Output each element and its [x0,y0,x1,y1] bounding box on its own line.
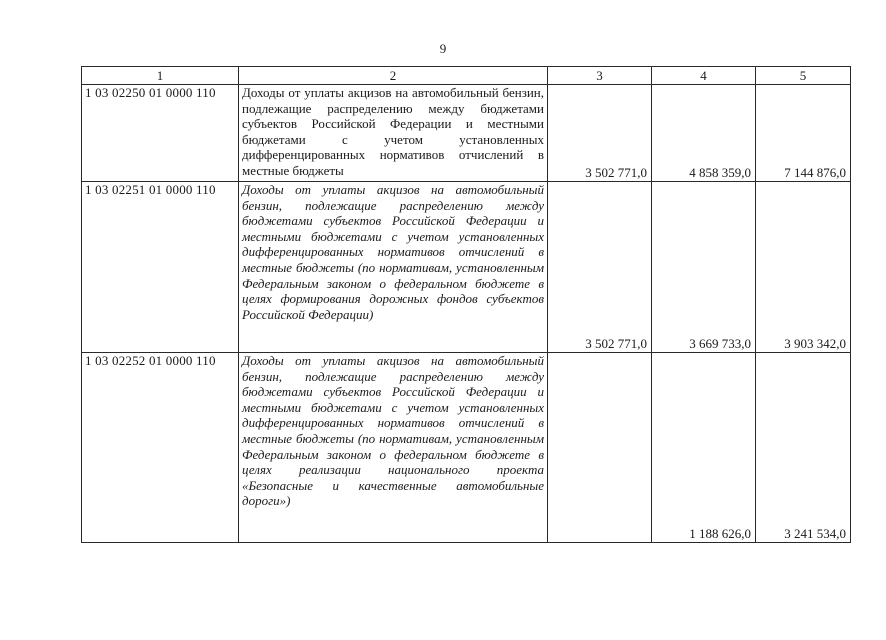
amount-col5: 7 144 876,0 [756,85,851,182]
revenue-name: Доходы от уплаты акцизов на автомобильный бензин, подлежащие распределению между бюджетами субъектов Российской Федерации и местными бюджетами с учетом установленных дифференцированных нормативов отчислений в местные бюджеты (по нормативам, установленным Федеральным законом о федеральном бюджете в целях реализации национального проекта «Безопасные и качественные автомобильные дороги») [239,353,548,543]
revenue-code: 1 03 02251 01 0000 110 [82,182,239,353]
column-number-4: 4 [652,67,756,85]
revenue-name: Доходы от уплаты акцизов на автомобильный бензин, подлежащие распределению между бюджетами субъектов Российской Федерации и местными бюджетами с учетом установленных дифференцированных нормативов отчислений в местные бюджеты [239,85,548,182]
column-number-row [82,67,851,85]
table-row [82,182,851,353]
amount-col3: 3 502 771,0 [548,85,652,182]
revenue-code: 1 03 02252 01 0000 110 [82,353,239,543]
column-number-2: 2 [239,67,548,85]
column-number-3: 3 [548,67,652,85]
column-number-1: 1 [82,67,239,85]
amount-col4: 3 669 733,0 [652,182,756,353]
amount-col5: 3 241 534,0 [756,353,851,543]
budget-revenue-table [81,66,851,543]
table-row [82,85,851,182]
page-number: 9 [439,41,447,56]
amount-col4: 4 858 359,0 [652,85,756,182]
column-number-5: 5 [756,67,851,85]
amount-col3: 3 502 771,0 [548,182,652,353]
revenue-name: Доходы от уплаты акцизов на автомобильный бензин, подлежащие распределению между бюджетами субъектов Российской Федерации и местными бюджетами с учетом установленных дифференцированных нормативов отчислений в местные бюджеты (по нормативам, установленным Федеральным законом о федеральном бюджете в целях формирования дорожных фондов субъектов Российской Федерации) [239,182,548,353]
table-row [82,353,851,543]
revenue-code: 1 03 02250 01 0000 110 [82,85,239,182]
amount-col5: 3 903 342,0 [756,182,851,353]
amount-col3 [548,353,652,543]
amount-col4: 1 188 626,0 [652,353,756,543]
